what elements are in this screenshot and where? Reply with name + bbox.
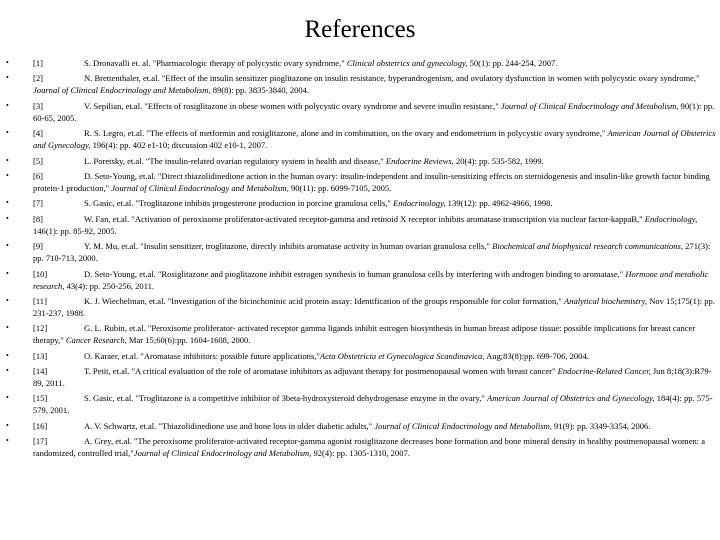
reference-journal: Endocrine-Related Cancer,: [557, 366, 651, 377]
reference-journal: Journal of Clinical Endocrinology and Metabolism,: [500, 100, 679, 111]
reference-journal: Clinical obstetrics and gynecology,: [346, 58, 468, 68]
bullet-icon: •: [6, 436, 9, 446]
reference-number: [5]: [33, 155, 43, 166]
reference-item: [6, 322, 718, 346]
reference-citation-details: 139(12): pp. 4962-4966, 1998.: [445, 198, 553, 209]
reference-citation-details: 91(9): pp. 3349-3354, 2006.: [551, 420, 651, 431]
reference-journal: Journal of Clinical Endocrinology and Metabolism,: [111, 182, 289, 193]
reference-number: [16]: [33, 420, 48, 431]
reference-list: [6, 57, 718, 463]
bullet-icon: •: [6, 350, 9, 360]
reference-authors-title: S. Dronavalli et. al. "Pharmacologic therapy of polycystic ovary syndrome,": [84, 58, 347, 68]
reference-authors-title: K. J. Wiechelman, et.al. "Investigation of the bicinchoninic acid protein assay: Identification of the groups responsible for color formation,": [84, 295, 564, 306]
reference-citation-details: Jun 8;18(3):R79-89, 2011.: [33, 366, 712, 389]
reference-citation-details: 20(4): pp. 535-582, 1999.: [453, 155, 544, 166]
reference-journal: Analytical biochemistry,: [563, 295, 648, 306]
reference-citation-details: 43(4): pp. 250-256, 2011.: [64, 280, 155, 291]
reference-citation-details: 89(8): pp. 3835-3840, 2004.: [210, 85, 310, 96]
reference-citation-details: 146(1): pp. 85-92, 2005.: [33, 225, 117, 236]
reference-number: [11]: [33, 295, 47, 306]
reference-authors-title: N. Brettenthaler, et.al. "Effect of the insulin sensitizer pioglitazone on insulin resistance, hyperandrogenism, and ovulatory dysfunction in women with polycystic ovary syndrome,": [84, 73, 700, 84]
reference-item: [6, 420, 718, 432]
reference-number: [9]: [33, 241, 43, 252]
reference-item: [6, 155, 718, 167]
bullet-icon: •: [6, 155, 9, 165]
page-title: References: [304, 16, 416, 43]
reference-journal: Journal of Clinical Endocrinology and Metabolism,: [374, 420, 552, 431]
bullet-icon: •: [6, 393, 9, 403]
reference-number: [7]: [33, 198, 43, 209]
reference-item: [6, 435, 718, 459]
reference-citation-details: 92(4): pp. 1305-1310, 2007.: [311, 448, 410, 459]
reference-citation-details: 90(1): pp. 60-65, 2005.: [33, 100, 715, 123]
reference-authors-title: A. V. Schwartz, et.al. "Thiazolidinedione use and bone loss in older diabetic adults,": [84, 420, 375, 431]
reference-authors-title: O. Karaer, et.al. "Aromatase inhibitors: possible future applications,": [84, 350, 320, 361]
reference-journal: Endocrinology,: [644, 213, 698, 224]
reference-number: [12]: [33, 323, 48, 334]
reference-item: [6, 197, 718, 209]
reference-number: [8]: [33, 213, 43, 224]
reference-citation-details: 184(4): pp. 575-579, 2001.: [33, 393, 713, 416]
reference-number: [10]: [33, 268, 48, 279]
reference-number: [13]: [33, 350, 48, 361]
bullet-icon: •: [6, 323, 9, 333]
bullet-icon: •: [6, 366, 9, 376]
reference-citation-details: Mar 15;60(6):pp. 1604-1608, 2000.: [126, 335, 251, 346]
reference-item: [6, 72, 718, 96]
reference-item: [6, 213, 718, 237]
reference-citation-details: 196(4): pp. 402 e1-10; discussion 402 e10-1, 2007.: [90, 140, 268, 151]
bullet-icon: •: [6, 268, 9, 278]
reference-citation-details: Nov 15;175(1): pp. 231-237, 1988.: [33, 295, 715, 318]
reference-authors-title: G. L. Rubin, et.al. "Peroxisome proliferator- activated receptor gamma ligands inhibit estrogen biosynthesis in human breast adipose tissue: possible implications for breast cancer therapy,": [33, 323, 696, 346]
reference-authors-title: S. Gasic, et.al. "Troglitazone inhibits progesterone production in porcine granulosa cells,": [84, 198, 394, 209]
reference-authors-title: V. Sepilian, et.al. "Effects of rosiglitazone in obese women with polycystic ovary syndrome and severe insulin resistanc,": [84, 100, 501, 111]
reference-item: [6, 100, 718, 124]
reference-number: [15]: [33, 393, 48, 404]
reference-authors-title: D. Seto-Young, et.al. "Rosiglitazone and pioglitazone inhibit estrogen synthesis in human granulosa cells by interfering with androgen binding to aromatase,": [84, 268, 626, 279]
reference-number: [6]: [33, 170, 43, 181]
reference-journal: Journal of Clinical Endocrinology and Metabolism,: [133, 448, 312, 459]
bullet-icon: •: [6, 198, 9, 208]
reference-item: [6, 365, 718, 389]
reference-citation-details: 271(3): pp. 710-713, 2000.: [33, 241, 711, 264]
reference-journal: Acta Obstetricia et Gynecologica Scandinavica,: [319, 350, 485, 361]
bullet-icon: •: [6, 295, 9, 305]
bullet-icon: •: [6, 170, 9, 180]
reference-journal: Biochemical and biophysical research communications,: [492, 241, 684, 252]
reference-authors-title: R. S. Legro, et.al. "The effects of metformin and rosiglitazone, alone and in combination, on the ovary and endometrium in polycystic ovary syndrome,": [84, 128, 608, 139]
reference-citation-details: 90(11): pp. 6099-7105, 2005.: [288, 182, 392, 193]
reference-journal: Journal of Clinical Endocrinology and Metabolism,: [33, 85, 211, 96]
reference-citation-details: 50(1): pp. 244-254, 2007.: [467, 58, 558, 68]
reference-authors-title: S. Gasic, et.al. "Troglitazone is a competitive inhibitor of 3beta-hydroxysteroid dehydrogenase enzyme in the ovary,": [84, 393, 487, 404]
reference-number: [3]: [33, 100, 43, 111]
reference-number: [4]: [33, 128, 43, 139]
reference-citation-details: Aug;83(8):pp. 699-706, 2004.: [484, 350, 589, 361]
reference-journal: Hormone and metabolic research,: [33, 268, 709, 291]
bullet-icon: •: [6, 420, 9, 430]
reference-authors-title: L. Poretsky, et.al. "The insulin-related ovarian regulatory system in health and disease,": [84, 155, 386, 166]
reference-item: [6, 350, 718, 362]
reference-authors-title: T. Petit, et.al. "A critical evaluation of the role of aromatase inhibitors as adjuvant therapy for postmenopausal women with breast cancer": [84, 366, 558, 377]
bullet-icon: •: [6, 58, 9, 67]
reference-number: [1]: [33, 58, 43, 68]
bullet-icon: •: [6, 128, 9, 138]
bullet-icon: •: [6, 241, 9, 251]
reference-number: [14]: [33, 366, 48, 377]
reference-authors-title: A. Grey, et.al. "The peroxisome proliferator-activated receptor-gamma agonist rosiglitazone decreases bone formation and bone mineral density in healthy postmenopausal women: a randomized, controlled trial,": [33, 436, 706, 459]
reference-item: [6, 57, 718, 69]
bullet-icon: •: [6, 213, 9, 223]
reference-number: [17]: [33, 436, 48, 447]
reference-item: [6, 268, 718, 292]
reference-item: [6, 127, 718, 151]
reference-authors-title: W. Fan, et.al. "Activation of peroxisome proliferator-activated receptor-gamma and retinoid X receptor inhibits aromatase transcription via nuclear factor-kappaB,": [84, 213, 645, 224]
bullet-icon: •: [6, 100, 9, 110]
reference-authors-title: Y. M. Mu, et.al. "Insulin sensitizer, troglitazone, directly inhibits aromatase activity in human ovarian granulosa cells,": [84, 241, 493, 252]
reference-item: [6, 170, 718, 194]
reference-item: [6, 392, 718, 416]
reference-item: [6, 240, 718, 264]
reference-authors-title: D. Seto-Young, et.al. "Direct thiazolidinedione action in the human ovary: insulin-independent and insulin-sensitizing effects on steroidogenesis and insulin-like growth factor binding protein-1 production,": [33, 170, 710, 193]
reference-journal: American Journal of Obstetrics and Gynecology,: [33, 128, 716, 151]
reference-journal: Endocrinology,: [393, 198, 446, 209]
reference-journal: Endocrine Reviews,: [385, 155, 454, 166]
reference-number: [2]: [33, 73, 43, 84]
reference-journal: American Journal of Obstetrics and Gynecology,: [486, 393, 655, 404]
reference-journal: Cancer Research,: [65, 335, 127, 346]
bullet-icon: •: [6, 73, 9, 83]
reference-item: [6, 295, 718, 319]
